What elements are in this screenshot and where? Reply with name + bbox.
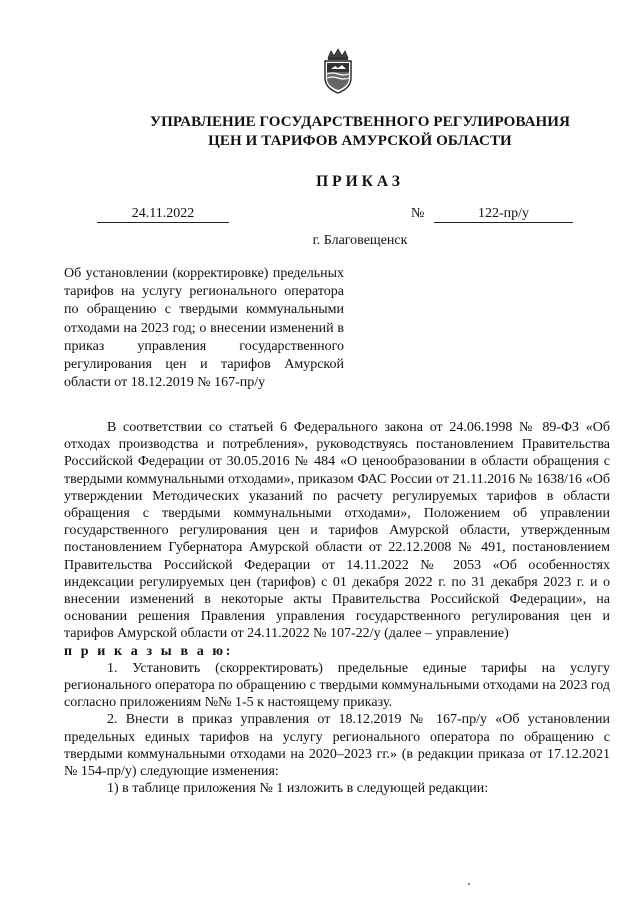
document-number: 122-пр/у [434,206,573,223]
org-line-1: УПРАВЛЕНИЕ ГОСУДАРСТВЕННОГО РЕГУЛИРОВАНИЯ [149,114,571,130]
document-type: ПРИКАЗ [316,173,404,190]
coat-of-arms-icon [322,48,354,94]
preamble-paragraph: В соответствии со статьей 6 Федерального закона от 24.06.1998 № 89-ФЗ «Об отходах производства и потребления», руководствуясь постановлением Правительства Российской Федерации от 30.05.2016 № 484 «О ценообразовании в области обращения с твердыми коммунальными отходами», приказом ФАС России от 21.11.2016 № 1638/16 «Об утверждении Методических указаний по расчету регулируемых тарифов в области обращения с твердыми коммунальными отходами», Положением об управлении государственного регулирования цен и тарифов Амурской области, утвержденным постановлением Губернатора Амурской области от 22.12.2008 № 491, постановлением Правительства Российской Федерации от 14.11.2022 № 2053 «Об особенностях индексации регулируемых цен (тарифов) с 01 декабря 2022 г. по 31 декабря 2023 г. и о внесении изменений в некоторые акты Правительства Российской Федерации», на основании решения Правления управления государственного регулирования цен и тарифов Амурской области от 24.11.2022 № 107-22/у (далее – управление) [64,420,610,642]
document-body [64,419,610,797]
item-2-1-paragraph: 1) в таблице приложения № 1 изложить в следующей редакции: [107,781,489,797]
number-sign: № [411,206,425,221]
organization-name [80,113,640,151]
document-subject: Об установлении (корректировке) предельных тарифов на услугу регионального оператора по обращению с твердыми коммунальными отходами на 2023 год; о внесении изменений в приказ управления государственного регулирования цен и тарифов Амурской области от 18.12.2019 № 167-пр/у [64,266,344,391]
document-date: 24.11.2022 [97,206,229,223]
city: г. Благовещенск [312,233,408,248]
org-line-2: ЦЕН И ТАРИФОВ АМУРСКОЙ ОБЛАСТИ [208,133,512,149]
order-word: п р и к а з ы в а ю: [64,643,233,659]
item-2-paragraph: 2. Внести в приказ управления от 18.12.2019 № 167-пр/у «Об установлении предельных единых тарифов на услугу регионального оператора по обращению с твердыми коммунальными отходами на 2020–2023 гг.» (в редакции приказа от 17.12.2021 № 154-пр/у) следующие изменения: [64,712,610,780]
item-1-paragraph: 1. Установить (скорректировать) предельные единые тарифы на услугу регионального оператора по обращению с твердыми коммунальными отходами на 2023 год согласно приложениям №№ 1-5 к настоящему приказу. [64,660,610,711]
scan-speck [468,883,470,885]
